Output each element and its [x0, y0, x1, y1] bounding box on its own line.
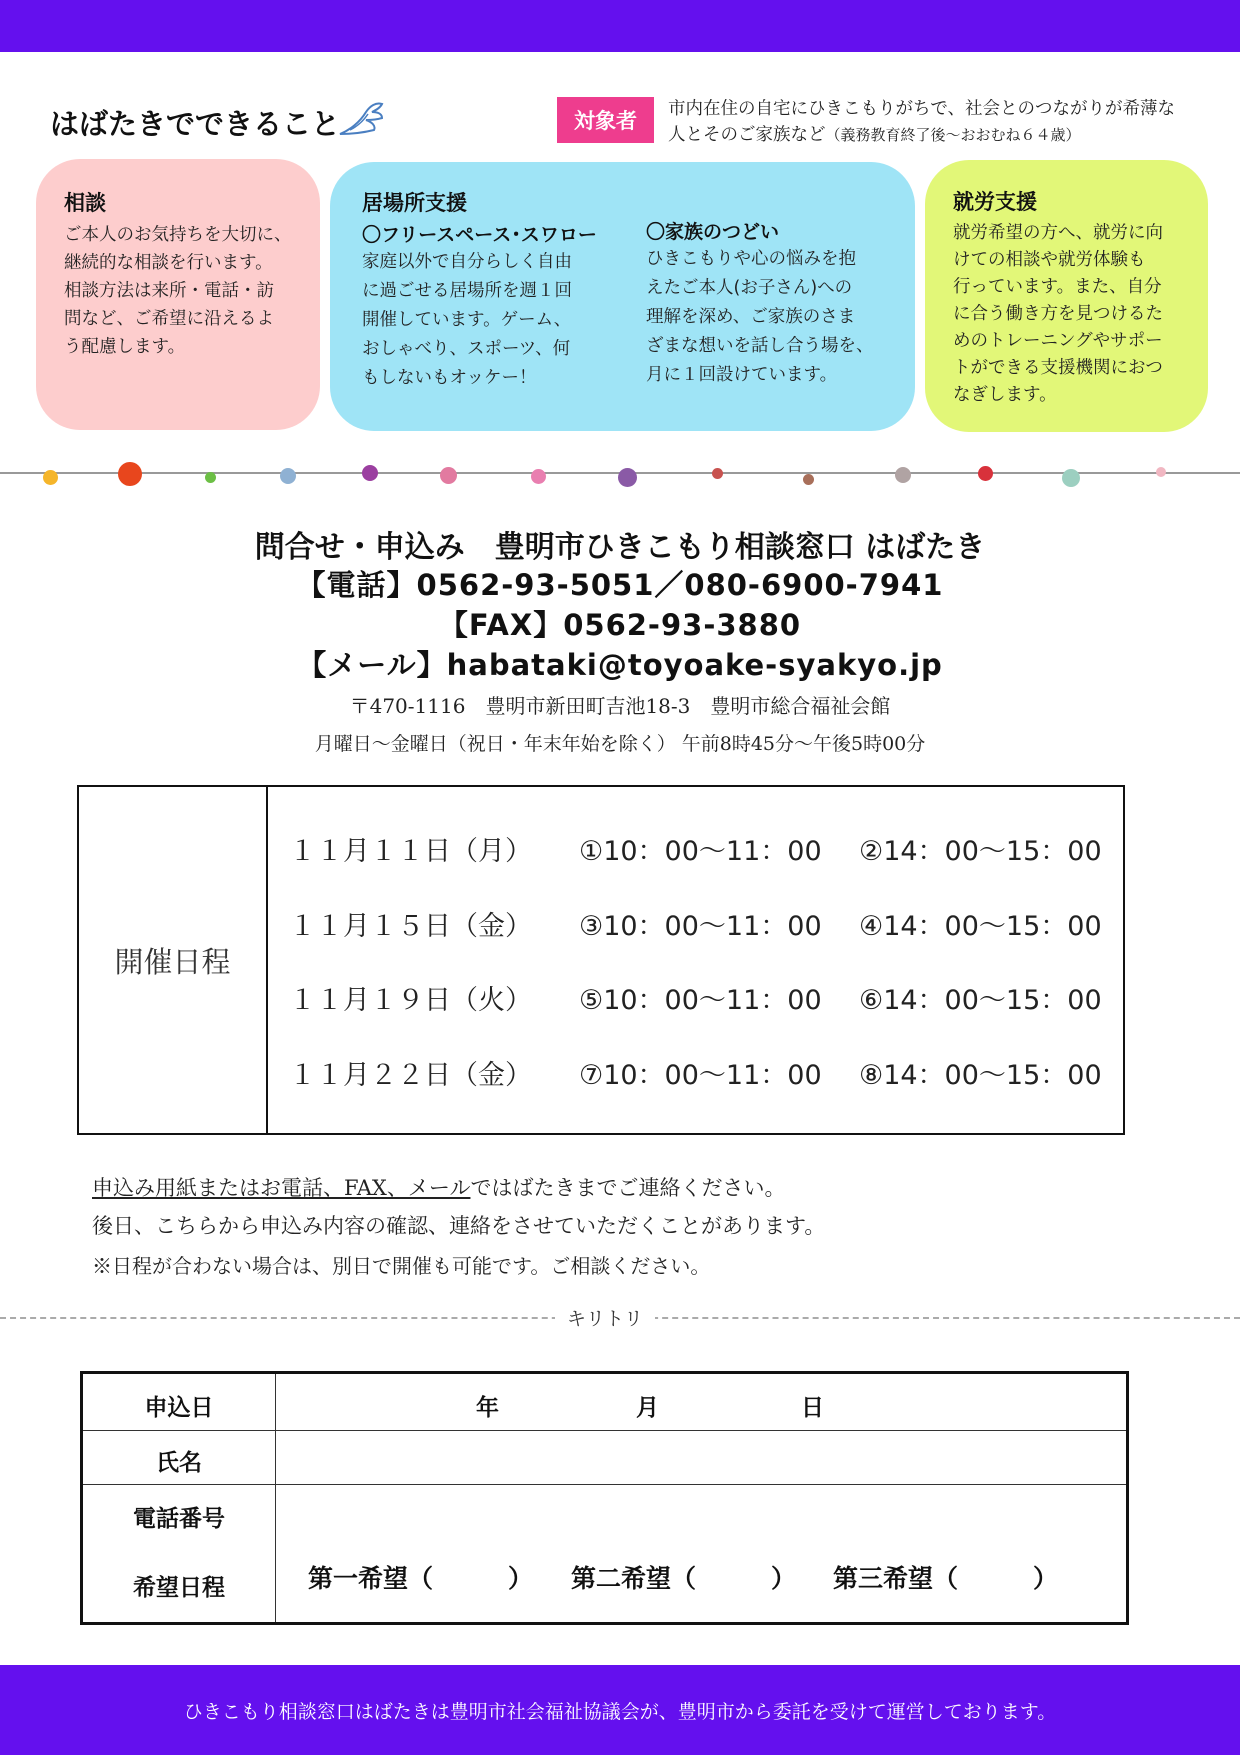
text-line: ざまな想いを話し合う場を、 [646, 336, 874, 356]
text-line: に過ごせる居場所を週１回 [362, 281, 572, 301]
garland-dot [43, 470, 58, 485]
consult-card [36, 159, 320, 430]
text-line: 月に１回設けています。 [646, 365, 838, 385]
form-name-field[interactable] [277, 1431, 1126, 1483]
wing-icon [336, 100, 386, 140]
garland-dot [118, 462, 142, 486]
freespace-subtitle: 〇フリースペース･スワロー [362, 224, 597, 246]
form-date-label: 申込日 [144, 1395, 214, 1421]
target-line-age: （義務教育終了後～おおむね６４歳） [825, 126, 1081, 144]
schedule-row [289, 904, 1102, 943]
schedule-table [77, 785, 1125, 1135]
text-line: 家庭以外で自分らしく自由 [362, 252, 572, 272]
note-apply [92, 1172, 785, 1202]
text-line: 開催しています。ゲーム、 [362, 310, 572, 330]
top-banner [0, 0, 1240, 52]
schedule-date: １１月１５日（金） [289, 911, 532, 942]
work-title: 就労支援 [953, 190, 1037, 214]
form-wish-third[interactable]: 第三希望（ ） [833, 1564, 1059, 1593]
form-phone-field[interactable] [277, 1485, 1126, 1545]
schedule-label: 開催日程 [79, 787, 268, 1133]
target-description [668, 96, 1208, 148]
text-line: おしゃべり、スポーツ、何 [362, 339, 571, 359]
text-line: なぎします。 [953, 385, 1057, 405]
garland-dot [803, 474, 814, 485]
schedule-row [289, 1053, 1102, 1092]
text-line: う配慮します。 [64, 337, 186, 357]
contact-email[interactable]: 【メール】habataki@toyoake-syakyo.jp [297, 648, 943, 682]
schedule-slot: ⑥14：00～15：00 [859, 985, 1102, 1016]
schedule-row [289, 978, 1102, 1017]
text-line: に合う働き方を見つけるた [953, 304, 1163, 324]
contact-hours: 月曜日～金曜日（祝日・年末年始を除く） 午前8時45分～午後5時00分 [314, 733, 926, 755]
work-card [925, 160, 1208, 432]
ibasho-title: 居場所支援 [362, 191, 467, 215]
garland-dot [618, 468, 637, 487]
garland-dot [712, 468, 723, 479]
freespace-text [362, 248, 572, 393]
family-subtitle: 〇家族のつどい [646, 221, 780, 243]
garland-dot [205, 472, 216, 483]
cut-label: キリトリ [555, 1304, 655, 1331]
garland-dot [1062, 469, 1080, 487]
text-line: 行っています。また、自分 [953, 277, 1162, 297]
form-name-label: 氏名 [156, 1450, 202, 1476]
text-line: もしないもオッケー！ [362, 368, 537, 388]
target-badge: 対象者 [557, 97, 654, 143]
schedule-slot: ②14：00～15：00 [859, 836, 1102, 867]
schedule-date: １１月１９日（火） [289, 985, 532, 1016]
text-line: 相談方法は来所・電話・訪 [64, 281, 274, 301]
note-apply-rest: ではばたきまでご連絡ください。 [470, 1176, 786, 1200]
form-phone-label: 電話番号 [133, 1506, 225, 1532]
text-line: ひきこもりや心の悩みを抱 [646, 249, 856, 269]
form-wish-first[interactable]: 第一希望（ ） [308, 1564, 534, 1593]
note-alternate-date: ※日程が合わない場合は、別日で開催も可能です。ご相談ください。 [92, 1254, 711, 1278]
schedule-row [289, 829, 1102, 868]
text-line: 理解を深め、ご家族のさま [646, 307, 856, 327]
text-line: 就労希望の方へ、就労に向 [953, 223, 1163, 243]
schedule-slot: ④14：00～15：00 [859, 911, 1102, 942]
text-line: めのトレーニングやサポー [953, 331, 1163, 351]
garland-dot [280, 468, 296, 484]
contact-phone[interactable]: 【電話】0562-93-5051／080-6900-7941 [296, 568, 944, 602]
footer-banner [0, 1665, 1240, 1755]
schedule-slot: ⑦10：00～11：00 [579, 1060, 822, 1091]
footer-text: ひきこもり相談窓口はばたきは豊明市社会福祉協議会が、豊明市から委託を受けて運営しております。 [183, 1700, 1057, 1723]
schedule-slot: ③10：00～11：00 [579, 911, 822, 942]
contact-fax: 【FAX】0562-93-3880 [438, 608, 802, 642]
form-date-year[interactable]: 年 [476, 1395, 499, 1421]
ibasho-card [330, 162, 915, 431]
application-form [80, 1371, 1129, 1625]
form-wish-label: 希望日程 [133, 1575, 225, 1601]
schedule-slot: ①10：00～11：00 [579, 836, 822, 867]
text-line: トができる支援機関におつ [953, 358, 1163, 378]
text-line: ご本人のお気持ちを大切に、 [64, 225, 292, 245]
garland-dot [362, 465, 378, 481]
schedule-slot: ⑤10：00～11：00 [579, 985, 822, 1016]
work-text [953, 220, 1163, 409]
form-date-day[interactable]: 日 [801, 1395, 824, 1421]
text-line: 継続的な相談を行います。 [64, 253, 273, 273]
consult-text [64, 221, 292, 361]
target-line [668, 122, 1208, 148]
garland-dot [440, 467, 457, 484]
note-followup: 後日、こちらから申込み内容の確認、連絡をさせていただくことがあります。 [92, 1214, 826, 1238]
garland-dot [1156, 467, 1166, 477]
target-line-main: 人とそのご家族など [668, 125, 826, 145]
contact-address: 〒470-1116 豊明市新田町吉池18-3 豊明市総合福祉会館 [349, 694, 891, 718]
form-date-month[interactable]: 月 [636, 1395, 659, 1421]
contact-heading: 問合せ・申込み 豊明市ひきこもり相談窓口 はばたき [254, 530, 986, 565]
consult-title: 相談 [64, 191, 106, 215]
text-line: けての相談や就労体験も [953, 250, 1146, 270]
note-apply-methods: 申込み用紙またはお電話、FAX、メール [92, 1176, 471, 1200]
target-line: 市内在住の自宅にひきこもりがちで、社会とのつながりが希薄な [668, 99, 1175, 119]
text-line: 問など、ご希望に沿えるよ [64, 309, 274, 329]
schedule-date: １１月１１日（月） [289, 836, 532, 867]
schedule-slot: ⑧14：00～15：00 [859, 1060, 1102, 1091]
page-title: はばたきでできること [50, 107, 341, 141]
family-text [646, 245, 874, 390]
text-line: えたご本人(お子さん)への [646, 278, 853, 298]
garland-dot [531, 469, 546, 484]
garland-dot [978, 466, 993, 481]
schedule-date: １１月２２日（金） [289, 1060, 532, 1091]
form-wish-second[interactable]: 第二希望（ ） [571, 1564, 797, 1593]
garland-dot [895, 467, 911, 483]
